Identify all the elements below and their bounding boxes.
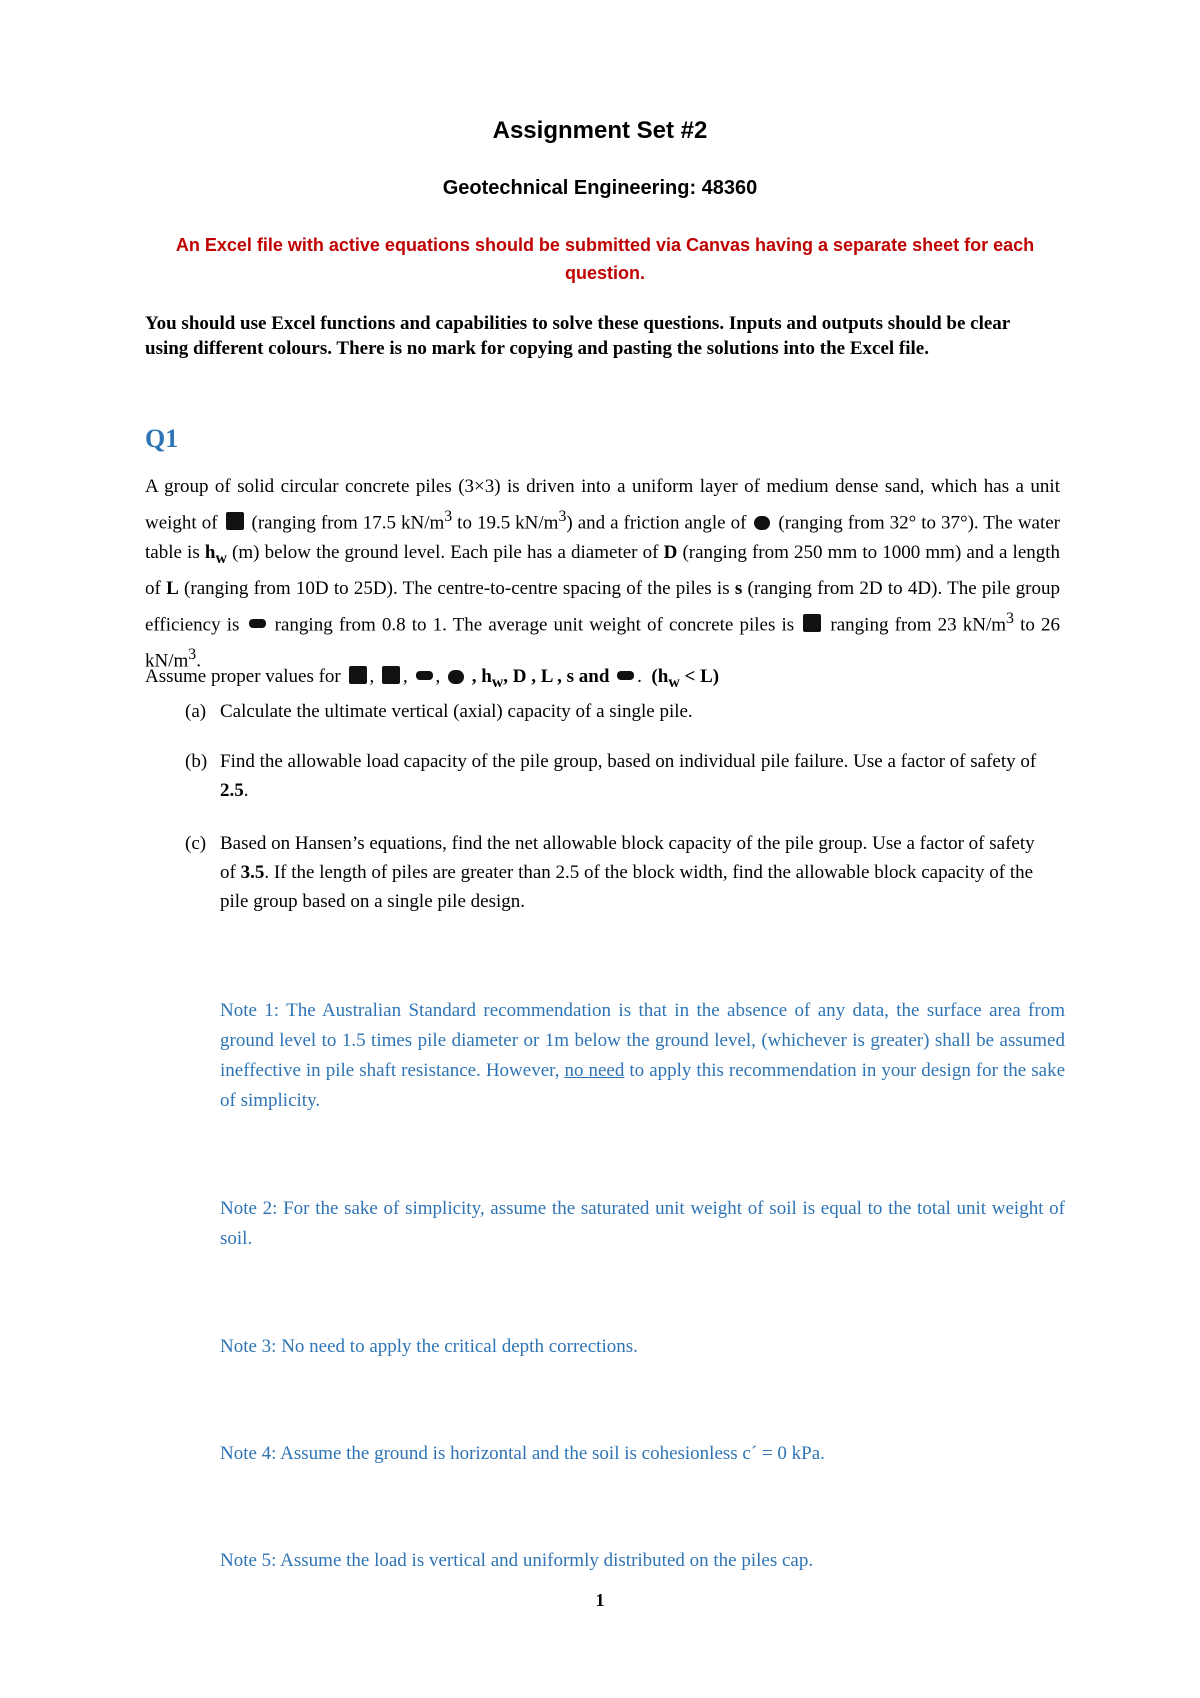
page-title: Assignment Set #2 bbox=[492, 117, 708, 144]
item-label: (b) bbox=[185, 751, 208, 772]
eta-symbol bbox=[249, 619, 266, 628]
phi-symbol bbox=[448, 670, 464, 684]
note-text: to apply this recommendation in your design for the sake of simplicity. bbox=[220, 1060, 1066, 1111]
q1-text: ranging from 23 kN/m bbox=[830, 614, 1007, 636]
item-text: . bbox=[243, 780, 249, 801]
q1-text: (ranging from 17.5 kN/m bbox=[251, 512, 445, 534]
factor-of-safety: 2.5 bbox=[220, 780, 244, 801]
eta-symbol bbox=[617, 671, 634, 680]
q1-text: to 26 kN/m bbox=[145, 614, 1060, 672]
gamma-concrete-symbol bbox=[382, 666, 400, 684]
q1-text: (m) below the ground level. Each pile has a diameter of bbox=[232, 542, 659, 564]
gamma-concrete-symbol bbox=[803, 614, 821, 632]
superscript: 3 bbox=[188, 646, 197, 664]
assume-text: , h bbox=[471, 666, 492, 687]
q1-text: ranging from 0.8 to 1. The average unit weight of concrete piles is bbox=[274, 614, 795, 636]
assume-text: Assume proper values for bbox=[145, 666, 341, 687]
submission-note: An Excel file with active equations should be submitted via Canvas having a separate sheet for each question. bbox=[175, 235, 1035, 283]
q1-text: (ranging from 2D to 4D). The pile group efficiency is bbox=[145, 578, 1060, 636]
item-text: . If the length of piles are greater than 2.5 of the block width, find the allowable block capacity of the pile group based on a single pile design. bbox=[220, 862, 1034, 912]
item-label: (a) bbox=[185, 701, 207, 722]
q1-text: A group of solid circular concrete piles (3×3) is driven into a uniform layer of medium dense sand, which has a unit weight of bbox=[145, 476, 1060, 534]
superscript: 3 bbox=[444, 508, 453, 525]
hw-subscript: w bbox=[668, 673, 680, 691]
q1-text: (ranging from 250 mm to 1000 mm) and a length of bbox=[145, 542, 1061, 600]
question-item-b bbox=[185, 747, 1045, 805]
course-subtitle: Geotechnical Engineering: 48360 bbox=[442, 177, 758, 199]
q1-paragraph bbox=[145, 472, 1060, 677]
hw-variable: h bbox=[204, 542, 216, 564]
note-3: Note 3: No need to apply the critical depth corrections. bbox=[220, 1336, 638, 1357]
item-text: Calculate the ultimate vertical (axial) capacity of a single pile. bbox=[220, 701, 693, 722]
note-5: Note 5: Assume the load is vertical and uniformly distributed on the piles cap. bbox=[220, 1550, 814, 1571]
question-item-c bbox=[185, 829, 1045, 916]
assume-text: , D , L , s and bbox=[503, 666, 610, 687]
item-label: (c) bbox=[185, 833, 207, 854]
page-number: 1 bbox=[595, 1590, 605, 1610]
assume-text: (h bbox=[651, 666, 669, 687]
q1-text: . bbox=[196, 650, 201, 672]
assume-text: < L) bbox=[679, 666, 720, 687]
note-emphasis: no need bbox=[564, 1060, 625, 1081]
item-text: Based on Hansen’s equations, find the net allowable block capacity of the pile group. Use a factor of safety of bbox=[220, 833, 1035, 883]
q1-text: (ranging from 10D to 25D). The centre-to-centre spacing of the piles is bbox=[184, 578, 730, 600]
q1-text: to 19.5 kN/m bbox=[452, 512, 559, 534]
q1-text: ) and a friction angle of bbox=[566, 512, 747, 534]
instructions: You should use Excel functions and capabilities to solve these questions. Inputs and outputs should be clear using different colours. There is no mark for copying and pasting the solutions into the Excel file. bbox=[145, 313, 1010, 359]
eta-symbol bbox=[416, 671, 433, 680]
superscript: 3 bbox=[1006, 610, 1014, 628]
hw-subscript: w bbox=[491, 673, 504, 691]
s-variable: s bbox=[734, 578, 743, 600]
superscript: 3 bbox=[558, 508, 567, 525]
note-1 bbox=[220, 996, 1065, 1116]
question-item-a bbox=[185, 697, 1045, 726]
gamma-soil-symbol bbox=[226, 512, 244, 530]
factor-of-safety: 3.5 bbox=[240, 862, 265, 883]
assume-line: Assume proper values for , , , , $h_w$, D , L , s and . $(h_w < L)$ bbox=[145, 666, 720, 691]
d-variable: D bbox=[663, 542, 678, 564]
note-4: Note 4: Assume the ground is horizontal and the soil is cohesionless c´ = 0 kPa. bbox=[220, 1443, 825, 1464]
gamma-soil-symbol bbox=[349, 666, 367, 684]
note-2: Note 2: For the sake of simplicity, assume the saturated unit weight of soil is equal to the total unit weight of soil. bbox=[220, 1198, 1065, 1249]
item-text: Find the allowable load capacity of the pile group, based on individual pile failure. Use a factor of safety of bbox=[220, 751, 1037, 772]
hw-subscript: w bbox=[215, 550, 227, 568]
l-variable: L bbox=[166, 578, 179, 600]
q1-heading: Q1 bbox=[145, 424, 179, 453]
phi-symbol bbox=[754, 516, 770, 530]
note-text: Note 1: The Australian Standard recommendation is that in the absence of any data, the surface area from ground level to 1.5 times pile diameter or 1m below the ground level, (whichever is greater) shall be assumed ineffective in pile shaft resistance. However, bbox=[220, 1000, 1065, 1081]
q1-text: (ranging from 32° to 37°). The water table is bbox=[145, 512, 1061, 564]
